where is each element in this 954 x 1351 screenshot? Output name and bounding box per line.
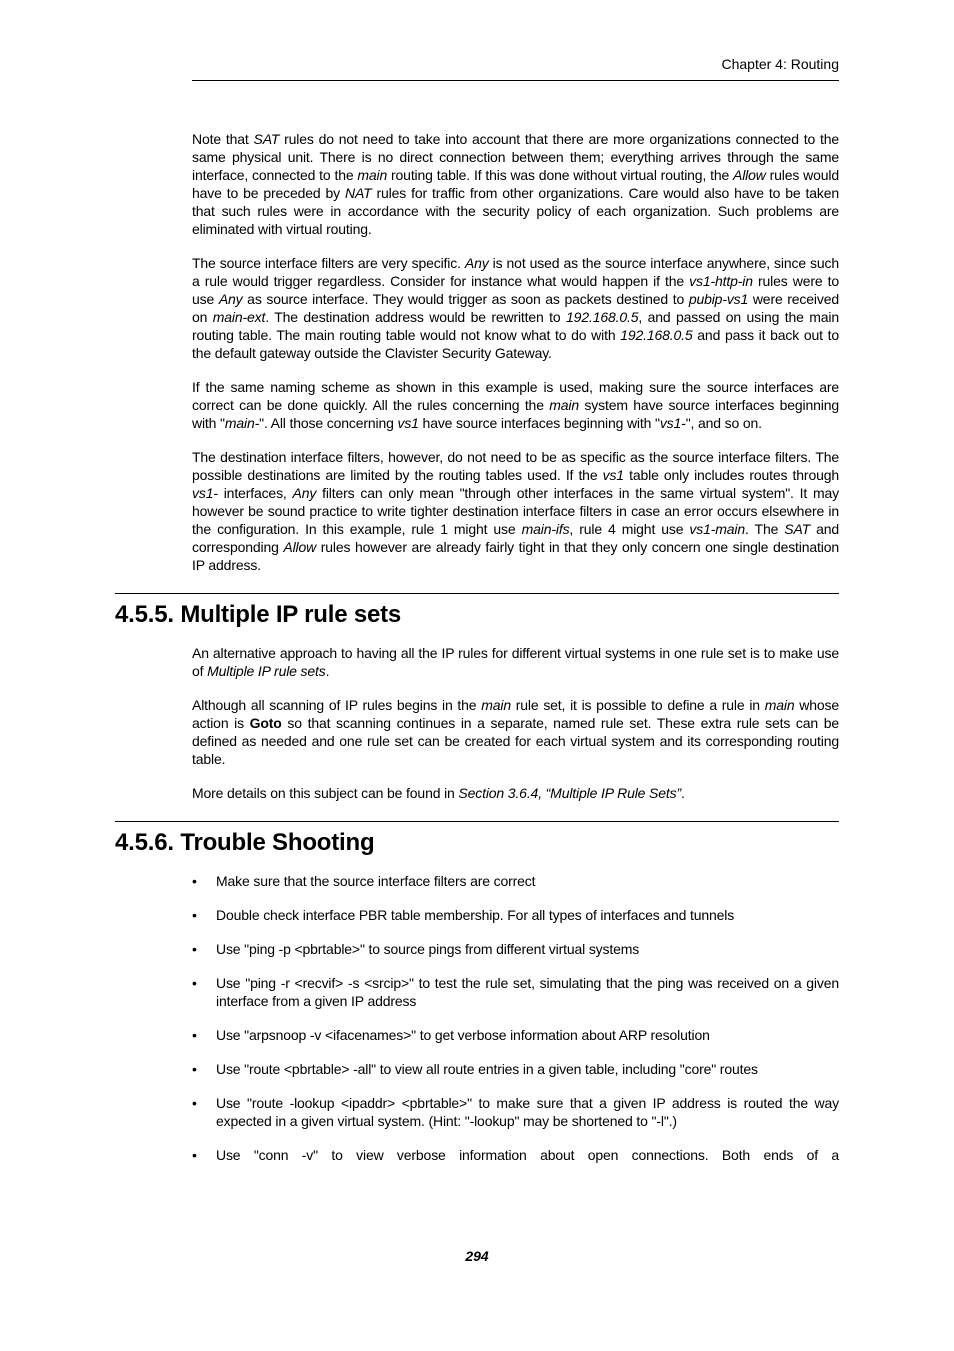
emphasis-text: 192.168.0.5 (620, 327, 693, 343)
list-item (192, 1060, 839, 1078)
text: , rule 4 might use (569, 521, 690, 537)
text: as source interface. They would trigger as soon as packets destined to (242, 291, 689, 307)
emphasis-text: 192.168.0.5 (566, 309, 639, 325)
emphasis-text: Section 3.6.4, “Multiple IP Rule Sets” (458, 785, 681, 801)
text: is not used as the source interface anywhere, since such a rule would trigger regardless. Consider for instance what would happen if the (192, 255, 840, 289)
bullet-icon: • (192, 1061, 197, 1077)
emphasis-text: Any (292, 485, 317, 501)
emphasis-text: main (357, 167, 388, 183)
text: . The destination address would be rewritten to (265, 309, 567, 325)
text: . (325, 663, 330, 679)
list-item-text: Use "route <pbrtable> -all" to view all route entries in a given table, including "core" routes (216, 1061, 758, 1077)
emphasis-text: main (549, 397, 580, 413)
section-heading-455 (115, 593, 839, 630)
section-title: 4.5.5. Multiple IP rule sets (115, 601, 402, 628)
text: . (680, 785, 685, 801)
text: ", and so on. (685, 415, 762, 431)
text: rule set, it is possible to define a rule in (510, 697, 765, 713)
text: The destination interface filters, however, do not need to be as specific as the source interface filters. The possible destinations are limited by the routing tables used. If the (192, 449, 839, 483)
section-heading-456 (115, 821, 839, 858)
emphasis-text: Allow (283, 539, 317, 555)
text: . The (745, 521, 785, 537)
text: whose action is (192, 697, 839, 731)
bullet-icon: • (192, 1147, 197, 1163)
paragraph (192, 644, 839, 680)
emphasis-text: SAT (253, 131, 280, 147)
text: interfaces, (217, 485, 293, 501)
emphasis-text: pubip-vs1 (688, 291, 749, 307)
emphasis-text: main (764, 697, 795, 713)
text: rules however are already fairly tight in that they only concern one single destination IP address. (192, 539, 840, 573)
emphasis-text: Any (218, 291, 243, 307)
text: More details on this subject can be found in (192, 785, 459, 801)
list-item (192, 1146, 839, 1164)
bullet-icon: • (192, 873, 197, 889)
emphasis-text: main (481, 697, 511, 713)
text: The source interface filters are very specific. (192, 255, 465, 271)
bullet-icon: • (192, 941, 197, 957)
list-item-text: Use "ping -p <pbrtable>" to source pings from different virtual systems (216, 941, 640, 957)
paragraph (192, 784, 839, 802)
troubleshooting-list (192, 872, 839, 1164)
emphasis-text: main-ext (212, 309, 266, 325)
list-item-text: Use "route -lookup <ipaddr> <pbrtable>" to make sure that a given IP address is routed the way expected in a given virtual system. (Hint: "-lookup" may be shortened to "-l".) (216, 1095, 839, 1129)
text: and corresponding (192, 521, 840, 555)
paragraph (192, 378, 839, 432)
page-number: 294 (465, 1248, 489, 1264)
list-item (192, 872, 839, 890)
list-item-text: Use "ping -r <recvif> -s <srcip>" to test the rule set, simulating that the ping was received on a given interface from a given IP address (216, 975, 839, 1009)
list-item-text: Double check interface PBR table membership. For all types of interfaces and tunnels (216, 907, 735, 923)
paragraph (192, 254, 839, 362)
list-item (192, 1094, 839, 1130)
emphasis-text: Multiple IP rule sets (207, 663, 326, 679)
bullet-icon: • (192, 1027, 197, 1043)
emphasis-text: vs1- (659, 415, 686, 431)
text: system have source interfaces beginning with " (192, 397, 839, 431)
text: Note that (192, 131, 254, 147)
text: were received on (192, 291, 839, 325)
header-rule (192, 80, 839, 81)
emphasis-text: vs1 (397, 415, 419, 431)
list-item-text: Make sure that the source interface filters are correct (216, 873, 536, 889)
text: and pass it back out to the default gateway outside the Clavister Security Gateway. (192, 327, 839, 361)
page-body (115, 130, 840, 1180)
text: If the same naming scheme as shown in this example is used, making sure the source interfaces are correct can be done quickly. All the rules concerning the (192, 379, 839, 413)
emphasis-text: SAT (784, 521, 811, 537)
text: rules do not need to take into account that there are more organizations connected to the same physical unit. There is no direct connection between them; everything arrives through the same interface, connected to the (192, 131, 839, 183)
text: routing table. If this was done without virtual routing, the (387, 167, 734, 183)
list-item (192, 906, 839, 924)
emphasis-text: Any (464, 255, 489, 271)
list-item (192, 940, 839, 958)
section-455-body (192, 644, 839, 802)
paragraph (192, 130, 839, 238)
text: ". All those concerning (259, 415, 398, 431)
emphasis-text: Allow (733, 167, 766, 183)
emphasis-text: vs1-http-in (689, 273, 753, 289)
text: filters can only mean "through other interfaces in the same virtual system". It may however be sound practice to write tighter destination interface filters in case an error occurs elsewhere in the configuration. In this example, rule 1 might use (192, 485, 839, 537)
emphasis-text: NAT (345, 185, 372, 201)
emphasis-text: vs1 (602, 467, 624, 483)
text: An alternative approach to having all the IP rules for different virtual systems in one rule set is to make use of (192, 645, 839, 679)
emphasis-text: vs1- (192, 485, 218, 501)
emphasis-text: vs1-main (689, 521, 746, 537)
bullet-icon: • (192, 907, 197, 923)
text: have source interfaces beginning with " (418, 415, 660, 431)
bullet-icon: • (192, 975, 197, 991)
paragraph (192, 448, 839, 574)
bullet-icon: • (192, 1095, 197, 1111)
bold-text: Goto (249, 715, 282, 731)
text: rules would have to be preceded by (192, 167, 839, 201)
emphasis-text: main- (224, 415, 260, 431)
text: , and passed on using the main routing table. The main routing table would not know what to do with (192, 309, 839, 343)
running-header: Chapter 4: Routing (721, 56, 839, 72)
text: rules were to use (192, 273, 840, 307)
section-title: 4.5.6. Trouble Shooting (115, 829, 375, 856)
list-item (192, 974, 839, 1010)
intro-paragraphs (192, 130, 839, 574)
list-item-text: Use "arpsnoop -v <ifacenames>" to get verbose information about ARP resolution (216, 1027, 710, 1043)
list-item-text: Use "conn -v" to view verbose information about open connections. Both ends of a (216, 1147, 839, 1163)
text: Although all scanning of IP rules begins in the (192, 697, 482, 713)
paragraph (192, 696, 839, 768)
text: rules for traffic from other organizations. Care would also have to be taken that such rules were in accordance with the security policy of each organization. Such problems are eliminated with virtual routing. (192, 185, 839, 237)
list-item (192, 1026, 839, 1044)
text: so that scanning continues in a separate, named rule set. These extra rule sets can be defined as needed and one rule set can be created for each virtual system and its corresponding routing table. (192, 715, 839, 767)
text: table only includes routes through (623, 467, 839, 483)
emphasis-text: main-ifs (521, 521, 570, 537)
